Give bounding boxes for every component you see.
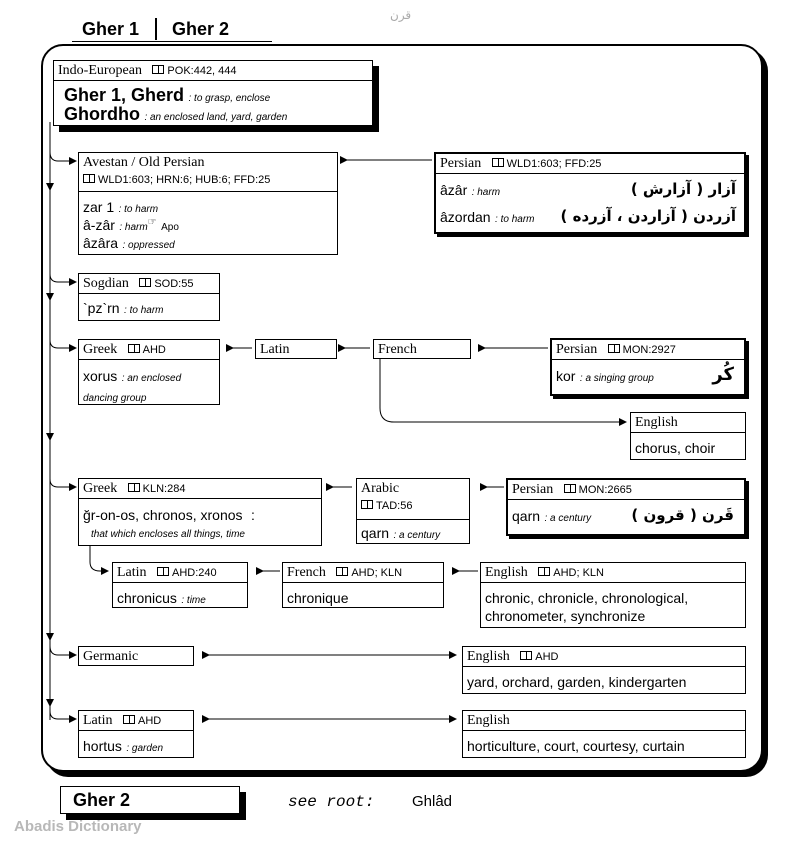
- book-icon: [123, 715, 135, 724]
- persian3-ref: MON:2665: [578, 484, 632, 496]
- greek2-box: [78, 478, 322, 546]
- french2-lang: French: [287, 565, 326, 580]
- english2-lang: English: [485, 565, 528, 580]
- sogdian-gloss: : to harm: [124, 305, 164, 316]
- persian2-gloss: : a singing group: [579, 373, 654, 384]
- arabic-box: [356, 478, 470, 544]
- root-tab-gher2[interactable]: Gher 2: [172, 19, 230, 39]
- footer-root-box[interactable]: [60, 786, 240, 814]
- persian1-arabic2: آزردن ( آزاردن ، آزرده ): [560, 207, 736, 225]
- greek1-gloss: : an enclosed dancing group: [83, 373, 182, 404]
- see-root-label: see root:: [288, 793, 375, 811]
- latin1-box: [255, 339, 337, 359]
- germanic-box: [78, 646, 194, 666]
- sogdian-ref: SOD:55: [154, 278, 194, 290]
- book-icon: [83, 174, 95, 183]
- book-icon: [564, 484, 576, 493]
- latin3-box: [78, 710, 194, 758]
- latin3-lang: Latin: [83, 713, 113, 728]
- latin2-box: [112, 562, 248, 608]
- avestan-gloss3: : oppressed: [122, 240, 175, 251]
- french2-box: [282, 562, 444, 608]
- persian3-arabic: قَرن ( قرون ): [631, 506, 734, 524]
- latin3-word: hortus: [83, 738, 122, 754]
- watermark-text: قرن: [390, 8, 412, 22]
- persian1-gloss1: : harm: [471, 187, 501, 198]
- persian2-box: [550, 338, 746, 396]
- latin1-lang: Latin: [260, 342, 290, 357]
- footer-root: Gher 2: [73, 790, 131, 810]
- see-root-target[interactable]: Ghlâd: [412, 793, 453, 810]
- ie-root-line1: Gher 1, Gherd: [64, 85, 185, 105]
- greek1-lang: Greek: [83, 342, 118, 357]
- english3-box: [462, 646, 746, 694]
- arabic-gloss: : a century: [393, 530, 441, 541]
- root-tab-gher1[interactable]: Gher 1: [82, 19, 140, 39]
- greek1-ref: AHD: [142, 344, 166, 356]
- ie-gloss2: : an enclosed land, yard, garden: [144, 112, 288, 123]
- greek2-colon: :: [250, 507, 255, 523]
- arabic-lang: Arabic: [361, 481, 400, 496]
- english4-lang: English: [467, 713, 510, 728]
- persian3-gloss: : a century: [544, 513, 592, 524]
- persian1-box: [434, 152, 746, 234]
- persian1-word2: âzordan: [440, 209, 491, 225]
- avestan-lang: Avestan / Old Persian: [83, 155, 205, 170]
- arabic-word: qarn: [361, 525, 390, 541]
- sogdian-word: `pz`rn: [83, 300, 120, 316]
- greek2-ref: KLN:284: [142, 483, 186, 495]
- french2-word: chronique: [287, 590, 349, 606]
- avestan-ref: WLD1:603; HRN:6; HUB:6; FFD:25: [98, 174, 271, 186]
- avestan-gloss1: : to harm: [118, 204, 159, 215]
- latin2-word: chronicus: [117, 590, 177, 606]
- persian2-word: kor: [556, 368, 576, 384]
- book-icon: [152, 65, 164, 74]
- english3-words: yard, orchard, garden, kindergarten: [467, 674, 687, 690]
- french1-box: [373, 339, 471, 359]
- english1-box: [630, 412, 746, 460]
- english1-words: chorus, choir: [635, 440, 716, 456]
- credit-watermark: Abadis Dictionary: [14, 818, 142, 835]
- french2-ref: AHD; KLN: [351, 567, 403, 579]
- english2-box: [480, 562, 746, 628]
- sogdian-lang: Sogdian: [83, 276, 129, 291]
- germanic-lang: Germanic: [83, 649, 139, 664]
- indo-european-box: [53, 60, 373, 126]
- avestan-gloss2: : harm: [119, 222, 148, 233]
- persian3-lang: Persian: [512, 482, 554, 497]
- latin2-lang: Latin: [117, 565, 147, 580]
- persian2-lang: Persian: [556, 342, 598, 357]
- latin2-gloss: : time: [181, 595, 206, 606]
- persian3-word: qarn: [512, 508, 541, 524]
- persian1-ref: WLD1:603; FFD:25: [506, 158, 602, 170]
- latin3-gloss: : garden: [126, 743, 164, 754]
- book-icon: [336, 567, 348, 576]
- persian2-ref: MON:2927: [622, 344, 676, 356]
- avestan-word1: zar 1: [83, 199, 115, 215]
- ie-gloss1: : to grasp, enclose: [188, 93, 271, 104]
- latin2-ref: AHD:240: [172, 567, 217, 579]
- greek1-word: xorus: [83, 368, 118, 384]
- persian2-arabic: کُر: [712, 364, 734, 385]
- persian1-arabic1: آزار ( آزارش ): [630, 180, 736, 198]
- english4-words: horticulture, court, courtesy, curtain: [467, 738, 685, 754]
- french1-lang: French: [378, 342, 417, 357]
- english2-words2: chronometer, synchronize: [485, 608, 646, 624]
- greek2-gloss: that which encloses all things, time: [91, 529, 245, 540]
- book-icon: [128, 344, 140, 353]
- pointing-hand-icon: ☞: [147, 217, 157, 228]
- sogdian-box: [78, 273, 220, 321]
- english4-box: [462, 710, 746, 758]
- book-icon: [520, 651, 532, 660]
- ie-ref: POK:442, 444: [167, 65, 237, 77]
- avestan-word2-extra: Apo: [161, 222, 179, 233]
- persian1-gloss2: : to harm: [495, 214, 535, 225]
- ie-lang: Indo-European: [58, 63, 142, 78]
- greek1-box: [78, 339, 220, 405]
- book-icon: [157, 567, 169, 576]
- avestan-box: [78, 152, 338, 255]
- book-icon: [139, 278, 151, 287]
- book-icon: [361, 500, 373, 509]
- latin3-ref: AHD: [138, 715, 162, 727]
- avestan-word3: âzâra: [83, 235, 119, 251]
- english1-lang: English: [635, 415, 678, 430]
- english2-words1: chronic, chronicle, chronological,: [485, 590, 689, 606]
- ie-root-line2: Ghordho: [64, 104, 140, 124]
- greek2-lang: Greek: [83, 481, 118, 496]
- persian3-box: [506, 478, 746, 536]
- book-icon: [128, 483, 140, 492]
- english2-ref: AHD; KLN: [553, 567, 604, 579]
- book-icon: [538, 567, 550, 576]
- persian1-word1: âzâr: [440, 182, 468, 198]
- arabic-ref: TAD:56: [376, 500, 413, 512]
- english3-ref: AHD: [535, 651, 559, 663]
- greek2-word: ğr-on-os, chronos, xronos: [83, 507, 243, 523]
- english3-lang: English: [467, 649, 510, 664]
- book-icon: [608, 344, 620, 353]
- book-icon: [492, 158, 504, 167]
- avestan-word2: â-zâr: [83, 217, 115, 233]
- persian1-lang: Persian: [440, 156, 482, 171]
